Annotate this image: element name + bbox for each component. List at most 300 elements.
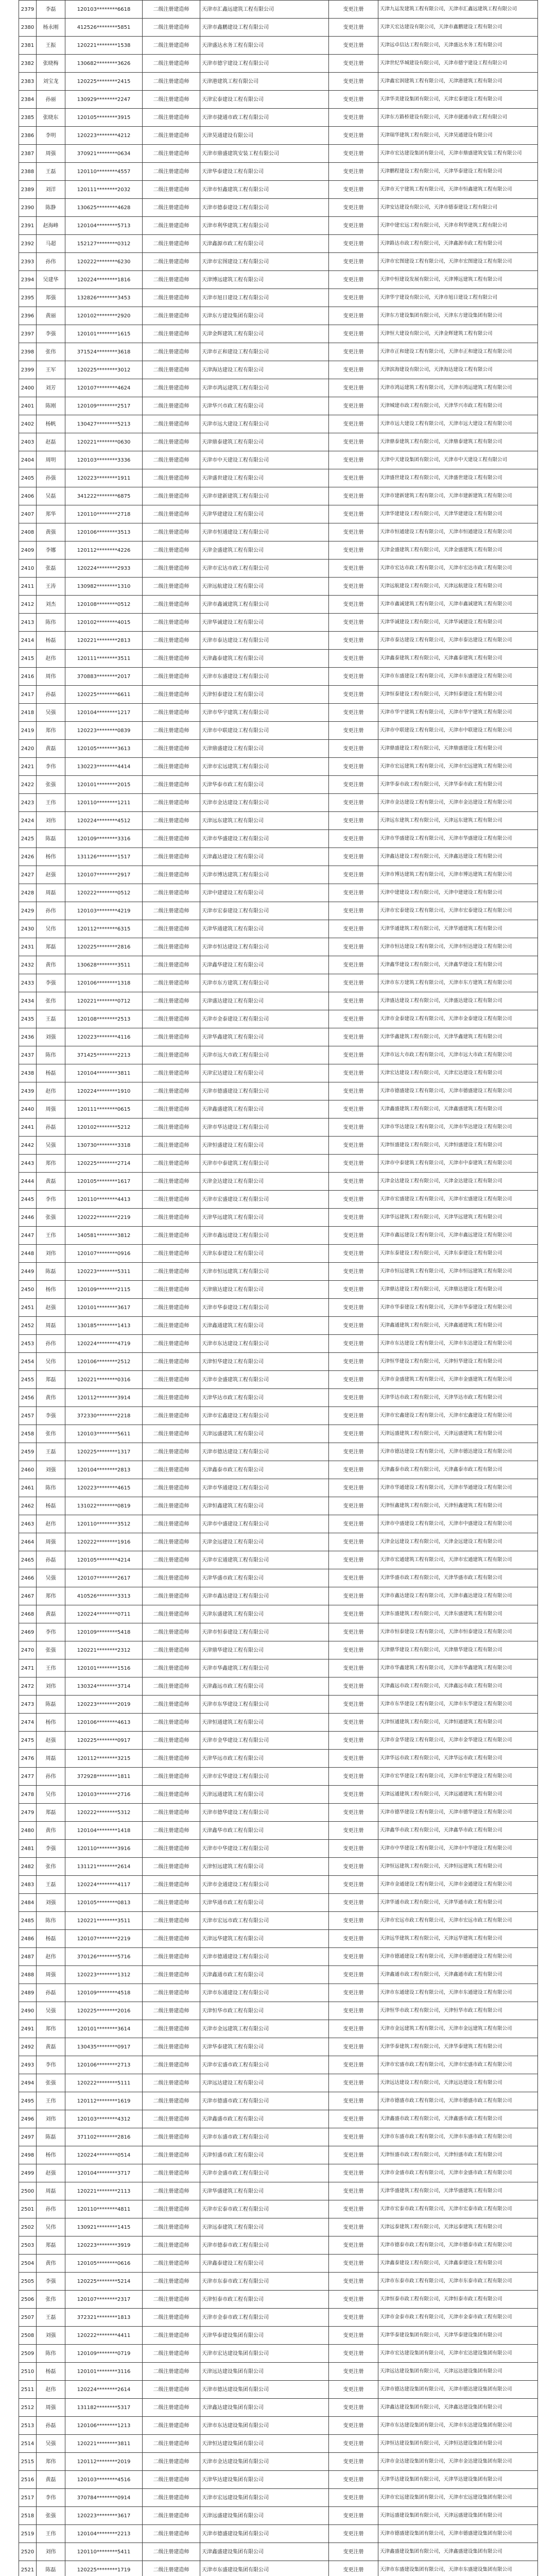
change-content: 天津远盛建筑工程有限公司，天津远盛建筑工程有限公司 xyxy=(378,1425,538,1443)
profession: 二级注册建造师 xyxy=(143,596,200,614)
change-content: 天津华泰市政工程有限公司，天津华泰市政工程有限公司 xyxy=(378,776,538,794)
person-name: 郑磊 xyxy=(37,2236,65,2255)
change-type: 变更注册 xyxy=(329,397,378,415)
change-type: 变更注册 xyxy=(329,2525,378,2543)
row-number: 2497 xyxy=(19,2128,37,2146)
person-name: 周强 xyxy=(37,1966,65,1984)
profession: 二级注册建造师 xyxy=(143,523,200,541)
change-type: 变更注册 xyxy=(329,2507,378,2525)
row-number: 2409 xyxy=(19,541,37,560)
person-name: 王磊 xyxy=(37,2309,65,2327)
change-content: 天津恒泰市政工程有限公司，天津恒泰市政工程有限公司 xyxy=(378,2291,538,2309)
person-name: 张伟 xyxy=(37,1425,65,1443)
row-number: 2512 xyxy=(19,2399,37,2417)
change-type: 变更注册 xyxy=(329,235,378,253)
registered-company: 天津市恒达建设工程有限公司 xyxy=(200,938,329,956)
change-content: 天津华宇建设有限公司，天津市旭日建设工程有限公司 xyxy=(378,289,538,307)
registered-company: 天津海达建设工程有限公司 xyxy=(200,361,329,379)
change-content: 天津市东盛建设集团有限公司，天津市东盛建设集团有限公司 xyxy=(378,2561,538,2576)
registered-company: 天津远盛建设集团有限公司 xyxy=(200,2507,329,2525)
profession: 二级注册建造师 xyxy=(143,2363,200,2381)
person-name: 张磊 xyxy=(37,560,65,578)
registered-company: 天津市华盛建设工程有限公司 xyxy=(200,830,329,848)
profession: 二级注册建造师 xyxy=(143,1768,200,1786)
table-row xyxy=(19,2273,538,2291)
row-number: 2478 xyxy=(19,1786,37,1804)
person-name: 刘强 xyxy=(37,1461,65,1479)
row-number: 2437 xyxy=(19,1046,37,1064)
person-name: 刘洋 xyxy=(37,181,65,199)
registered-company: 天津市泰达建设工程有限公司 xyxy=(200,632,329,650)
row-number: 2449 xyxy=(19,1263,37,1281)
person-name: 王磊 xyxy=(37,1876,65,1894)
table-row xyxy=(19,1082,538,1100)
change-type: 变更注册 xyxy=(329,2435,378,2453)
row-number: 2431 xyxy=(19,938,37,956)
profession: 二级注册建造师 xyxy=(143,704,200,722)
change-type: 变更注册 xyxy=(329,2200,378,2218)
person-name: 杨磊 xyxy=(37,2363,65,2381)
id-number: 120111********0615 xyxy=(65,1100,143,1118)
row-number: 2414 xyxy=(19,632,37,650)
change-content: 天津鑫盛建设集团有限公司，天津鑫盛建设集团有限公司 xyxy=(378,2543,538,2561)
person-name: 郑强 xyxy=(37,289,65,307)
table-row xyxy=(19,794,538,812)
row-number: 2393 xyxy=(19,253,37,271)
id-number: 120104********2813 xyxy=(65,1461,143,1479)
change-type: 变更注册 xyxy=(329,1263,378,1281)
row-number: 2485 xyxy=(19,1912,37,1930)
table-row xyxy=(19,974,538,992)
change-type: 变更注册 xyxy=(329,1750,378,1768)
registered-company: 天津博远建筑工程有限公司 xyxy=(200,271,329,289)
change-content: 天津市德达建设工程有限公司，天津市德达建设工程有限公司 xyxy=(378,1443,538,1461)
person-name: 郑伟 xyxy=(37,1587,65,1605)
registered-company: 天津市宏图建设工程有限公司 xyxy=(200,253,329,271)
table-row xyxy=(19,1804,538,1822)
row-number: 2423 xyxy=(19,794,37,812)
change-content: 天津东方建设集团有限公司，天津东方建设集团有限公司 xyxy=(378,307,538,325)
id-number: 120103********4312 xyxy=(65,2110,143,2128)
row-number: 2432 xyxy=(19,956,37,974)
change-content: 天津恒盛市政工程有限公司，天津恒盛市政工程有限公司 xyxy=(378,2146,538,2164)
row-number: 2483 xyxy=(19,1876,37,1894)
person-name: 陈伟 xyxy=(37,1046,65,1064)
id-number: 120105********4214 xyxy=(65,1551,143,1569)
row-number: 2445 xyxy=(19,1191,37,1209)
profession: 二级注册建造师 xyxy=(143,1407,200,1425)
table-row xyxy=(19,1173,538,1191)
id-number: 120223********5311 xyxy=(65,1263,143,1281)
change-content: 天津鼎泰建筑工程有限公司，天津鼎泰建筑工程有限公司 xyxy=(378,433,538,451)
change-content: 天津东泰建设工程有限公司，天津东泰建设工程有限公司 xyxy=(378,1245,538,1263)
person-name: 王伟 xyxy=(37,2092,65,2110)
id-number: 120106********4613 xyxy=(65,1714,143,1732)
row-number: 2397 xyxy=(19,325,37,343)
table-row xyxy=(19,1984,538,2002)
person-name: 周强 xyxy=(37,1100,65,1118)
person-name: 马超 xyxy=(37,235,65,253)
change-content: 天津中建建设工程有限公司，天津中建建设工程有限公司 xyxy=(378,884,538,902)
id-number: 120225********0917 xyxy=(65,1732,143,1750)
registered-company: 天津市宏通建筑工程有限公司 xyxy=(200,1551,329,1569)
registered-company: 天津市宏盛市政工程有限公司 xyxy=(200,2056,329,2074)
profession: 二级注册建造师 xyxy=(143,1299,200,1317)
row-number: 2468 xyxy=(19,1605,37,1623)
change-type: 变更注册 xyxy=(329,2327,378,2345)
row-number: 2439 xyxy=(19,1082,37,1100)
table-row xyxy=(19,2146,538,2164)
row-number: 2486 xyxy=(19,1930,37,1948)
profession: 二级注册建造师 xyxy=(143,1732,200,1750)
change-content: 天津中建宏远工程有限公司，天津市利华建筑工程有限公司 xyxy=(378,217,538,235)
registered-company: 天津恒华市政工程有限公司 xyxy=(200,2002,329,2020)
row-number: 2502 xyxy=(19,2218,37,2236)
registered-company: 天津恒远建筑工程有限公司 xyxy=(200,1858,329,1876)
person-name: 黄伟 xyxy=(37,2255,65,2273)
profession: 二级注册建造师 xyxy=(143,1696,200,1714)
id-number: 120223********3617 xyxy=(65,2507,143,2525)
registered-company: 天津市金华建设工程有限公司 xyxy=(200,1732,329,1750)
person-name: 杨磊 xyxy=(37,1497,65,1515)
registered-company: 天津市金达建设集团有限公司 xyxy=(200,2453,329,2471)
id-number: 120223********1911 xyxy=(65,469,143,487)
change-type: 变更注册 xyxy=(329,596,378,614)
id-number: 120222********1916 xyxy=(65,1533,143,1551)
row-number: 2395 xyxy=(19,289,37,307)
person-name: 吴强 xyxy=(37,1569,65,1587)
row-number: 2466 xyxy=(19,1569,37,1587)
row-number: 2434 xyxy=(19,992,37,1010)
registered-company: 天津市华鑫建筑工程有限公司 xyxy=(200,1659,329,1677)
profession: 二级注册建造师 xyxy=(143,469,200,487)
person-name: 周磊 xyxy=(37,2182,65,2200)
change-content: 天津市正和建设工程有限公司，天津市正和建设工程有限公司 xyxy=(378,343,538,361)
change-content: 天津市远大市政工程有限公司，天津市远大市政工程有限公司 xyxy=(378,1046,538,1064)
person-name: 吴强 xyxy=(37,2435,65,2453)
table-row xyxy=(19,2002,538,2020)
profession: 二级注册建造师 xyxy=(143,1948,200,1966)
change-content: 天津中天建设集团有限公司，天津市中天建设工程有限公司 xyxy=(378,451,538,469)
person-name: 王伟 xyxy=(37,2525,65,2543)
table-row xyxy=(19,740,538,758)
registered-company: 天津中建建设工程有限公司 xyxy=(200,884,329,902)
id-number: 130982********1310 xyxy=(65,578,143,596)
row-number: 2408 xyxy=(19,523,37,541)
change-type: 变更注册 xyxy=(329,1551,378,1569)
id-number: 120224********0514 xyxy=(65,2146,143,2164)
id-number: 120104********1217 xyxy=(65,704,143,722)
profession: 二级注册建造师 xyxy=(143,235,200,253)
profession: 二级注册建造师 xyxy=(143,2146,200,2164)
person-name: 孙丽 xyxy=(37,91,65,109)
profession: 二级注册建造师 xyxy=(143,1912,200,1930)
person-name: 李娜 xyxy=(37,541,65,560)
person-name: 黄磊 xyxy=(37,740,65,758)
row-number: 2418 xyxy=(19,704,37,722)
row-number: 2507 xyxy=(19,2309,37,2327)
profession: 二级注册建造师 xyxy=(143,776,200,794)
registered-company: 天津市宏泰市政工程有限公司 xyxy=(200,2200,329,2218)
change-content: 天津鑫泰市政工程有限公司，天津鑫泰市政工程有限公司 xyxy=(378,1461,538,1479)
person-name: 王磊 xyxy=(37,1010,65,1028)
change-type: 变更注册 xyxy=(329,1569,378,1587)
registered-company: 天津华兴市政工程有限公司 xyxy=(200,397,329,415)
row-number: 2453 xyxy=(19,1335,37,1353)
change-type: 变更注册 xyxy=(329,2309,378,2327)
change-type: 变更注册 xyxy=(329,2291,378,2309)
row-number: 2477 xyxy=(19,1768,37,1786)
registered-company: 天津鼎泰建筑工程有限公司 xyxy=(200,433,329,451)
registered-company: 天津鑫盛建筑工程有限公司 xyxy=(200,1100,329,1118)
table-row xyxy=(19,163,538,181)
row-number: 2504 xyxy=(19,2255,37,2273)
change-type: 变更注册 xyxy=(329,2273,378,2291)
row-number: 2442 xyxy=(19,1137,37,1155)
table-row xyxy=(19,1245,538,1263)
row-number: 2470 xyxy=(19,1641,37,1659)
profession: 二级注册建造师 xyxy=(143,145,200,163)
id-number: 410526********3313 xyxy=(65,1587,143,1605)
person-name: 李强 xyxy=(37,1407,65,1425)
table-row xyxy=(19,1155,538,1173)
profession: 二级注册建造师 xyxy=(143,1641,200,1659)
row-number: 2496 xyxy=(19,2110,37,2128)
id-number: 130427********5213 xyxy=(65,415,143,433)
person-name: 刘伟 xyxy=(37,1677,65,1696)
change-content: 天津市东华建设工程有限公司，天津市东华建设工程有限公司 xyxy=(378,1696,538,1714)
table-row xyxy=(19,866,538,884)
change-type: 变更注册 xyxy=(329,1641,378,1659)
profession: 二级注册建造师 xyxy=(143,2273,200,2291)
table-row xyxy=(19,632,538,650)
id-number: 120101********3614 xyxy=(65,2020,143,2038)
registered-company: 天津盛达建设工程有限公司 xyxy=(200,992,329,1010)
profession: 二级注册建造师 xyxy=(143,668,200,686)
registered-company: 天津东方建设集团有限公司 xyxy=(200,307,329,325)
profession: 二级注册建造师 xyxy=(143,578,200,596)
change-type: 变更注册 xyxy=(329,1461,378,1479)
profession: 二级注册建造师 xyxy=(143,1479,200,1497)
id-number: 120223********0839 xyxy=(65,722,143,740)
table-row xyxy=(19,379,538,397)
registered-company: 天津市鑫达建设工程有限公司 xyxy=(200,1587,329,1605)
row-number: 2391 xyxy=(19,217,37,235)
person-name: 黄伟 xyxy=(37,956,65,974)
registered-company: 天津华盛市政工程有限公司 xyxy=(200,1569,329,1587)
row-number: 2473 xyxy=(19,1696,37,1714)
change-content: 天津鼎盛建设工程有限公司，天津鼎盛建设工程有限公司 xyxy=(378,740,538,758)
id-number: 120223********3919 xyxy=(65,2236,143,2255)
table-row xyxy=(19,1605,538,1623)
table-row xyxy=(19,2218,538,2236)
person-name: 赵强 xyxy=(37,866,65,884)
change-content: 天津鑫泰建设工程有限公司，天津鑫泰建设工程有限公司 xyxy=(378,2255,538,2273)
change-content: 天津远通建筑工程有限公司，天津远通建筑工程有限公司 xyxy=(378,1786,538,1804)
profession: 二级注册建造师 xyxy=(143,2345,200,2363)
id-number: 120223********4116 xyxy=(65,1028,143,1046)
change-type: 变更注册 xyxy=(329,361,378,379)
person-name: 孙伟 xyxy=(37,1768,65,1786)
registered-company: 天津市宏盛建设工程有限公司 xyxy=(200,1191,329,1209)
registered-company: 天津市金盛市政工程有限公司 xyxy=(200,2164,329,2182)
change-content: 天津路达市政工程有限公司，天津鑫源市政工程有限公司 xyxy=(378,235,538,253)
profession: 二级注册建造师 xyxy=(143,1804,200,1822)
table-row xyxy=(19,2327,538,2345)
change-type: 变更注册 xyxy=(329,2417,378,2435)
id-number: 120101********1615 xyxy=(65,325,143,343)
person-name: 王军 xyxy=(37,361,65,379)
registered-company: 天津市鑫鹏建设工程有限公司 xyxy=(200,19,329,37)
table-row xyxy=(19,73,538,91)
table-row xyxy=(19,1389,538,1407)
change-content: 天津天宏达建设有限公司，天津市鑫鹏建设工程有限公司 xyxy=(378,19,538,37)
change-content: 天津远华建筑工程有限公司，天津远华建筑工程有限公司 xyxy=(378,1930,538,1948)
table-row xyxy=(19,1118,538,1137)
change-content: 天津市金盛市政工程有限公司，天津市金盛市政工程有限公司 xyxy=(378,2164,538,2182)
table-row xyxy=(19,812,538,830)
profession: 二级注册建造师 xyxy=(143,2128,200,2146)
profession: 二级注册建造师 xyxy=(143,1010,200,1028)
person-name: 刘芳 xyxy=(37,379,65,397)
change-type: 变更注册 xyxy=(329,307,378,325)
person-name: 赵海峰 xyxy=(37,217,65,235)
profession: 二级注册建造师 xyxy=(143,920,200,938)
id-number: 120224********4117 xyxy=(65,1876,143,1894)
id-number: 120101********3617 xyxy=(65,1299,143,1317)
change-content: 天津市德达建设集团有限公司，天津市德达建设集团有限公司 xyxy=(378,2381,538,2399)
change-type: 变更注册 xyxy=(329,1930,378,1948)
person-name: 李伟 xyxy=(37,758,65,776)
person-name: 吴建华 xyxy=(37,271,65,289)
registered-company: 天津市宏华建设工程有限公司 xyxy=(200,1768,329,1786)
change-type: 变更注册 xyxy=(329,2218,378,2236)
change-content: 天津市建新建筑工程有限公司，天津市建新建筑工程有限公司 xyxy=(378,487,538,505)
person-name: 周磊 xyxy=(37,884,65,902)
id-number: 120110********3916 xyxy=(65,1840,143,1858)
person-name: 刘宝龙 xyxy=(37,73,65,91)
change-type: 变更注册 xyxy=(329,2146,378,2164)
table-row xyxy=(19,2056,538,2074)
change-type: 变更注册 xyxy=(329,289,378,307)
id-number: 120225********5214 xyxy=(65,2273,143,2291)
table-row xyxy=(19,1551,538,1569)
change-content: 天津市博达建筑工程有限公司，天津市博达建筑工程有限公司 xyxy=(378,866,538,884)
change-content: 天津鑫泰建筑工程有限公司，天津鑫泰建筑工程有限公司 xyxy=(378,650,538,668)
change-type: 变更注册 xyxy=(329,487,378,505)
registered-company: 天津恒泰市政工程有限公司 xyxy=(200,2291,329,2309)
registered-company: 天津市金达建设工程有限公司 xyxy=(200,794,329,812)
change-type: 变更注册 xyxy=(329,2363,378,2381)
change-content: 天津恒华建设工程有限公司，天津恒华建设工程有限公司 xyxy=(378,1353,538,1371)
change-content: 天津市宏盛市政工程有限公司，天津市宏盛市政工程有限公司 xyxy=(378,2056,538,2074)
registered-company: 天津鑫华市政工程有限公司 xyxy=(200,1822,329,1840)
registered-company: 天津市德达建设工程有限公司 xyxy=(200,1443,329,1461)
change-type: 变更注册 xyxy=(329,1714,378,1732)
profession: 二级注册建造师 xyxy=(143,2092,200,2110)
registered-company: 天津华鑫建筑工程有限公司 xyxy=(200,1028,329,1046)
profession: 二级注册建造师 xyxy=(143,433,200,451)
row-number: 2484 xyxy=(19,1894,37,1912)
registered-company: 天津远盛建筑工程有限公司 xyxy=(200,1425,329,1443)
change-type: 变更注册 xyxy=(329,1317,378,1335)
profession: 二级注册建造师 xyxy=(143,2417,200,2435)
table-row xyxy=(19,2507,538,2525)
profession: 二级注册建造师 xyxy=(143,992,200,1010)
row-number: 2379 xyxy=(19,1,37,19)
table-row xyxy=(19,1533,538,1551)
change-content: 天津市远大建设工程有限公司，天津市远大建设工程有限公司 xyxy=(378,415,538,433)
registered-company: 天津港建筑工程有限公司 xyxy=(200,73,329,91)
registered-company: 天津市东方建筑工程有限公司 xyxy=(200,974,329,992)
profession: 二级注册建造师 xyxy=(143,217,200,235)
table-row xyxy=(19,956,538,974)
profession: 二级注册建造师 xyxy=(143,1605,200,1623)
change-type: 变更注册 xyxy=(329,91,378,109)
id-number: 120221********2113 xyxy=(65,2182,143,2200)
id-number: 120225********2714 xyxy=(65,1155,143,1173)
person-name: 杨伟 xyxy=(37,2146,65,2164)
row-number: 2454 xyxy=(19,1353,37,1371)
id-number: 120107********0916 xyxy=(65,1245,143,1263)
registered-company: 天津华通建筑工程有限公司 xyxy=(200,920,329,938)
change-type: 变更注册 xyxy=(329,271,378,289)
row-number: 2503 xyxy=(19,2236,37,2255)
change-type: 变更注册 xyxy=(329,1191,378,1209)
id-number: 120110********4557 xyxy=(65,163,143,181)
id-number: 120104********3811 xyxy=(65,1064,143,1082)
registered-company: 天津远东建筑工程有限公司 xyxy=(200,812,329,830)
person-name: 孙伟 xyxy=(37,1335,65,1353)
registered-company: 天津远航建设工程有限公司 xyxy=(200,578,329,596)
profession: 二级注册建造师 xyxy=(143,91,200,109)
change-content: 天津市恒通建设工程有限公司，天津市恒通建设工程有限公司 xyxy=(378,523,538,541)
registered-company: 天津市德盛建设集团有限公司 xyxy=(200,2525,329,2543)
person-name: 周明 xyxy=(37,451,65,469)
change-type: 变更注册 xyxy=(329,1227,378,1245)
id-number: 120108********2513 xyxy=(65,1010,143,1028)
change-type: 变更注册 xyxy=(329,2020,378,2038)
change-type: 变更注册 xyxy=(329,1353,378,1371)
registered-company: 天津市远大市政工程有限公司 xyxy=(200,1046,329,1064)
registered-company: 天津市鑫诚建筑工程有限公司 xyxy=(200,596,329,614)
row-number: 2498 xyxy=(19,2146,37,2164)
table-row xyxy=(19,1876,538,1894)
change-content: 天津市华盛建设工程有限公司，天津市华盛建设工程有限公司 xyxy=(378,830,538,848)
registered-company: 天津昊通建设有限公司 xyxy=(200,127,329,145)
change-type: 变更注册 xyxy=(329,1209,378,1227)
change-content: 天津市宏远建筑工程有限公司，天津市宏远建筑工程有限公司 xyxy=(378,758,538,776)
row-number: 2404 xyxy=(19,451,37,469)
profession: 二级注册建造师 xyxy=(143,812,200,830)
table-row xyxy=(19,2074,538,2092)
id-number: 120110********3512 xyxy=(65,1515,143,1533)
person-name: 赵伟 xyxy=(37,1082,65,1100)
id-number: 120224********4719 xyxy=(65,1335,143,1353)
id-number: 120109********2115 xyxy=(65,1281,143,1299)
profession: 二级注册建造师 xyxy=(143,1443,200,1461)
row-number: 2455 xyxy=(19,1371,37,1389)
table-row xyxy=(19,776,538,794)
person-name: 郑伟 xyxy=(37,1155,65,1173)
change-type: 变更注册 xyxy=(329,830,378,848)
row-number: 2425 xyxy=(19,830,37,848)
row-number: 2441 xyxy=(19,1118,37,1137)
change-content: 天津远航建设工程有限公司，天津远航建设工程有限公司 xyxy=(378,578,538,596)
table-row xyxy=(19,920,538,938)
table-row xyxy=(19,2038,538,2056)
row-number: 2383 xyxy=(19,73,37,91)
